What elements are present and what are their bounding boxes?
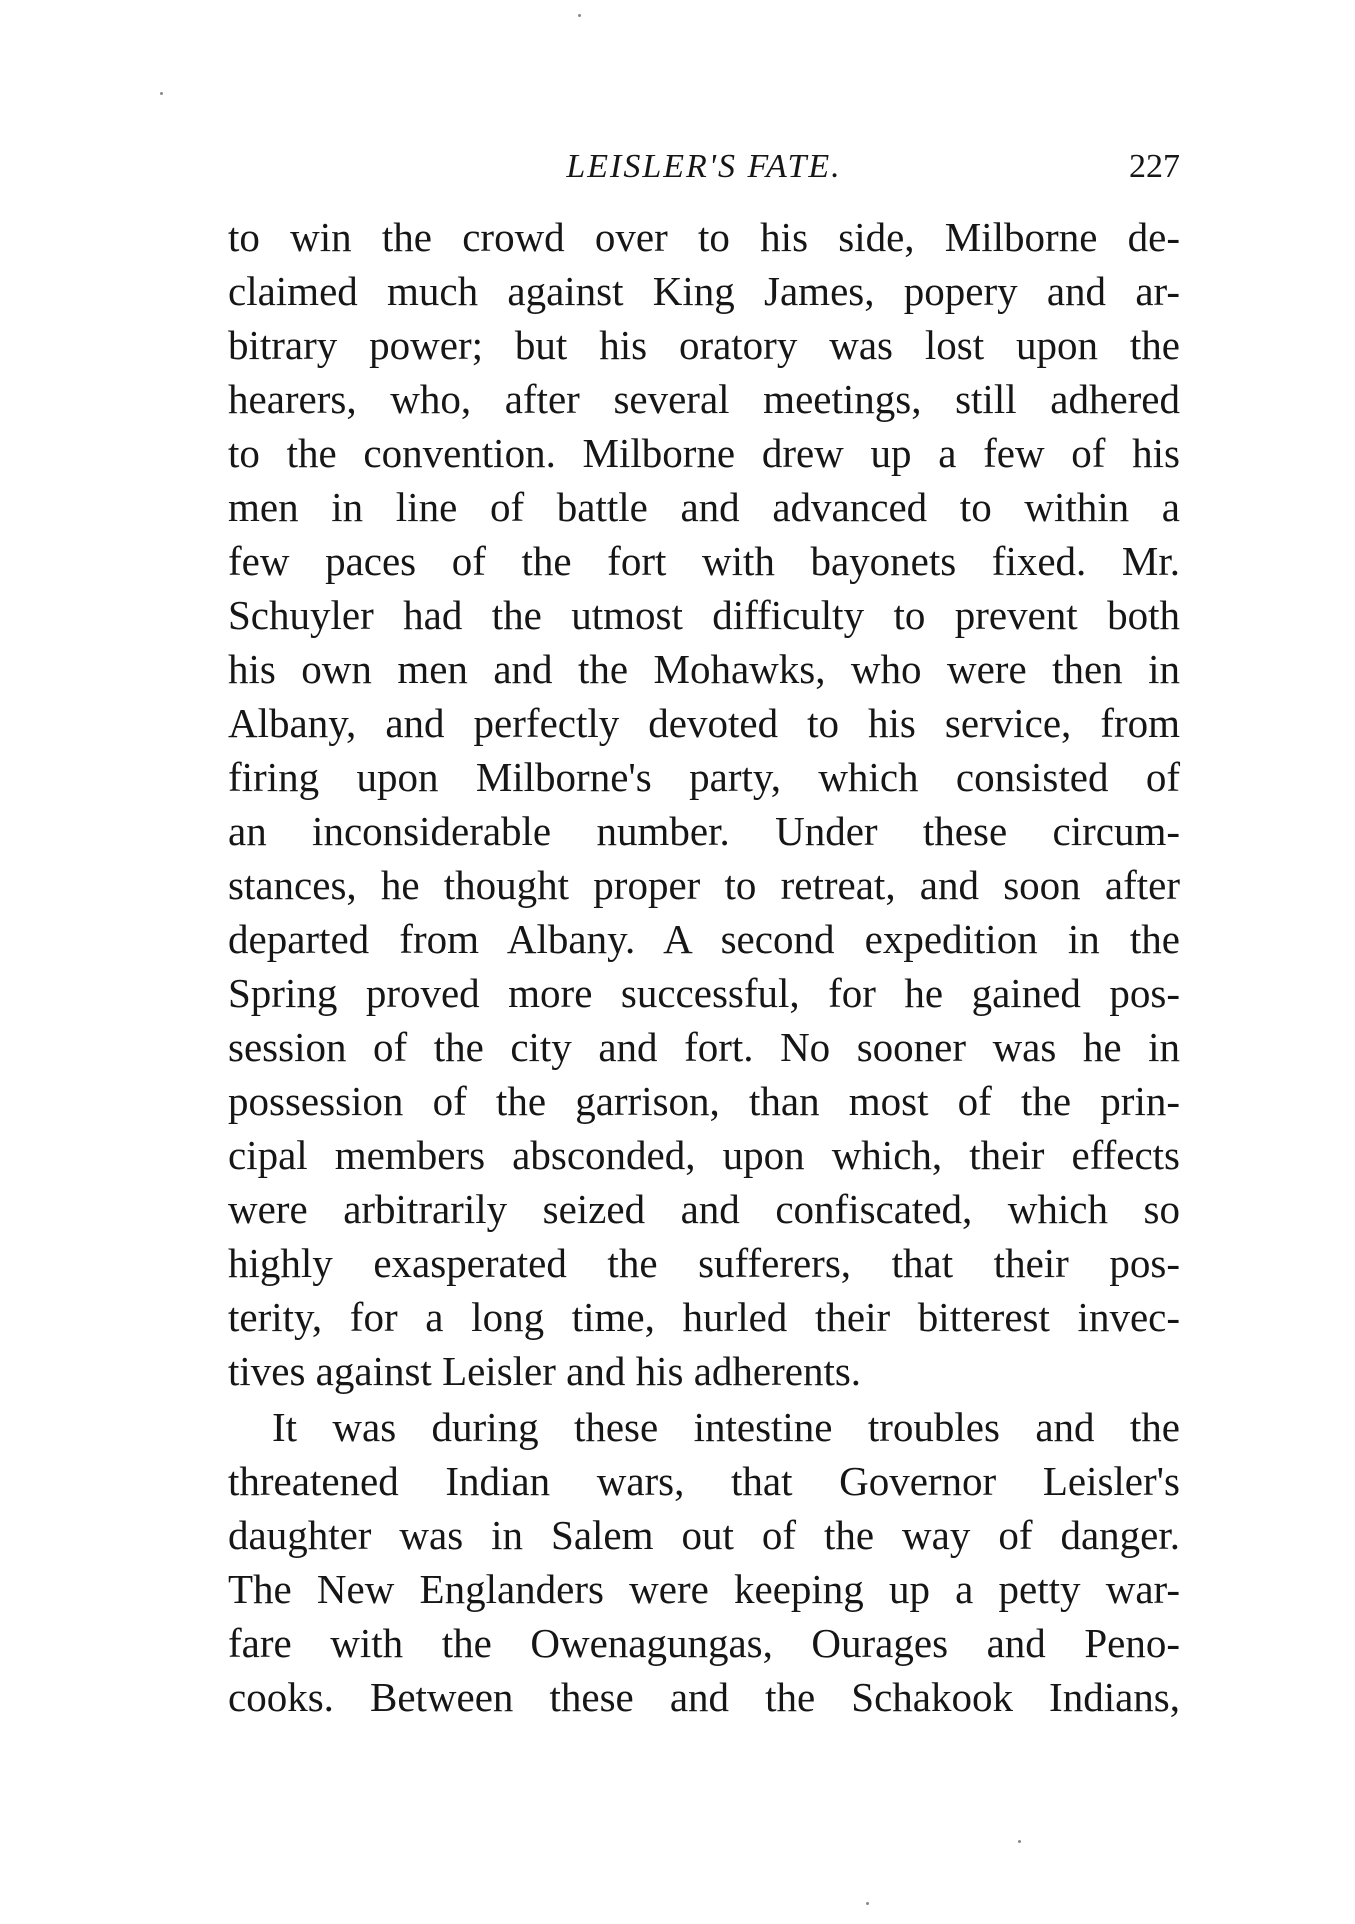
- text-line: were arbitrarily seized and confiscated, which so: [228, 1186, 1180, 1232]
- paper-speck: [578, 14, 581, 17]
- text-line: bitrary power; but his oratory was lost upon the: [228, 322, 1180, 368]
- text-line: few paces of the fort with bayonets fixed. Mr.: [228, 538, 1180, 584]
- text-line: his own men and the Mohawks, who were then in: [228, 646, 1180, 692]
- text-line: highly exasperated the sufferers, that their pos-: [228, 1240, 1180, 1286]
- text-line: terity, for a long time, hurled their bitterest invec-: [228, 1294, 1180, 1340]
- text-line: tives against Leisler and his adherents.: [228, 1348, 862, 1394]
- text-line: It was during these intestine troubles and the: [272, 1404, 1180, 1450]
- text-line: Albany, and perfectly devoted to his service, from: [228, 700, 1180, 746]
- paper-speck: [160, 92, 163, 95]
- text-line: possession of the garrison, than most of the prin-: [228, 1078, 1180, 1124]
- body-text: [228, 210, 1180, 1724]
- text-line: claimed much against King James, popery and ar-: [228, 268, 1180, 314]
- text-line: to win the crowd over to his side, Milborne de-: [228, 214, 1180, 260]
- text-line: men in line of battle and advanced to within a: [228, 484, 1180, 530]
- text-line: cooks. Between these and the Schakook Indians,: [228, 1674, 1180, 1720]
- running-head: [228, 142, 1180, 192]
- text-line: stances, he thought proper to retreat, and soon after: [228, 862, 1180, 908]
- text-line: departed from Albany. A second expedition in the: [228, 916, 1180, 962]
- text-line: fare with the Owenagungas, Ourages and Peno-: [228, 1620, 1180, 1666]
- text-line: Spring proved more successful, for he gained pos-: [228, 970, 1180, 1016]
- text-line: daughter was in Salem out of the way of danger.: [228, 1512, 1180, 1558]
- text-line: hearers, who, after several meetings, still adhered: [228, 376, 1180, 422]
- paper-speck: [1018, 1840, 1021, 1843]
- text-line: session of the city and fort. No sooner was he in: [228, 1024, 1180, 1070]
- text-line: firing upon Milborne's party, which consisted of: [228, 754, 1180, 800]
- paper-speck: [866, 1902, 869, 1905]
- running-title: LEISLER'S FATE.: [566, 148, 842, 185]
- text-line: threatened Indian wars, that Governor Leisler's: [228, 1458, 1180, 1504]
- text-line: cipal members absconded, upon which, their effects: [228, 1132, 1180, 1178]
- paragraph-1: [228, 210, 1180, 1398]
- text-line: an inconsiderable number. Under these circum-: [228, 808, 1180, 854]
- page-number: 227: [1129, 148, 1180, 185]
- text-line: The New Englanders were keeping up a petty war-: [228, 1566, 1180, 1612]
- paragraph-2: [228, 1400, 1180, 1724]
- text-line: to the convention. Milborne drew up a few of his: [228, 430, 1180, 476]
- text-line: Schuyler had the utmost difficulty to prevent both: [228, 592, 1180, 638]
